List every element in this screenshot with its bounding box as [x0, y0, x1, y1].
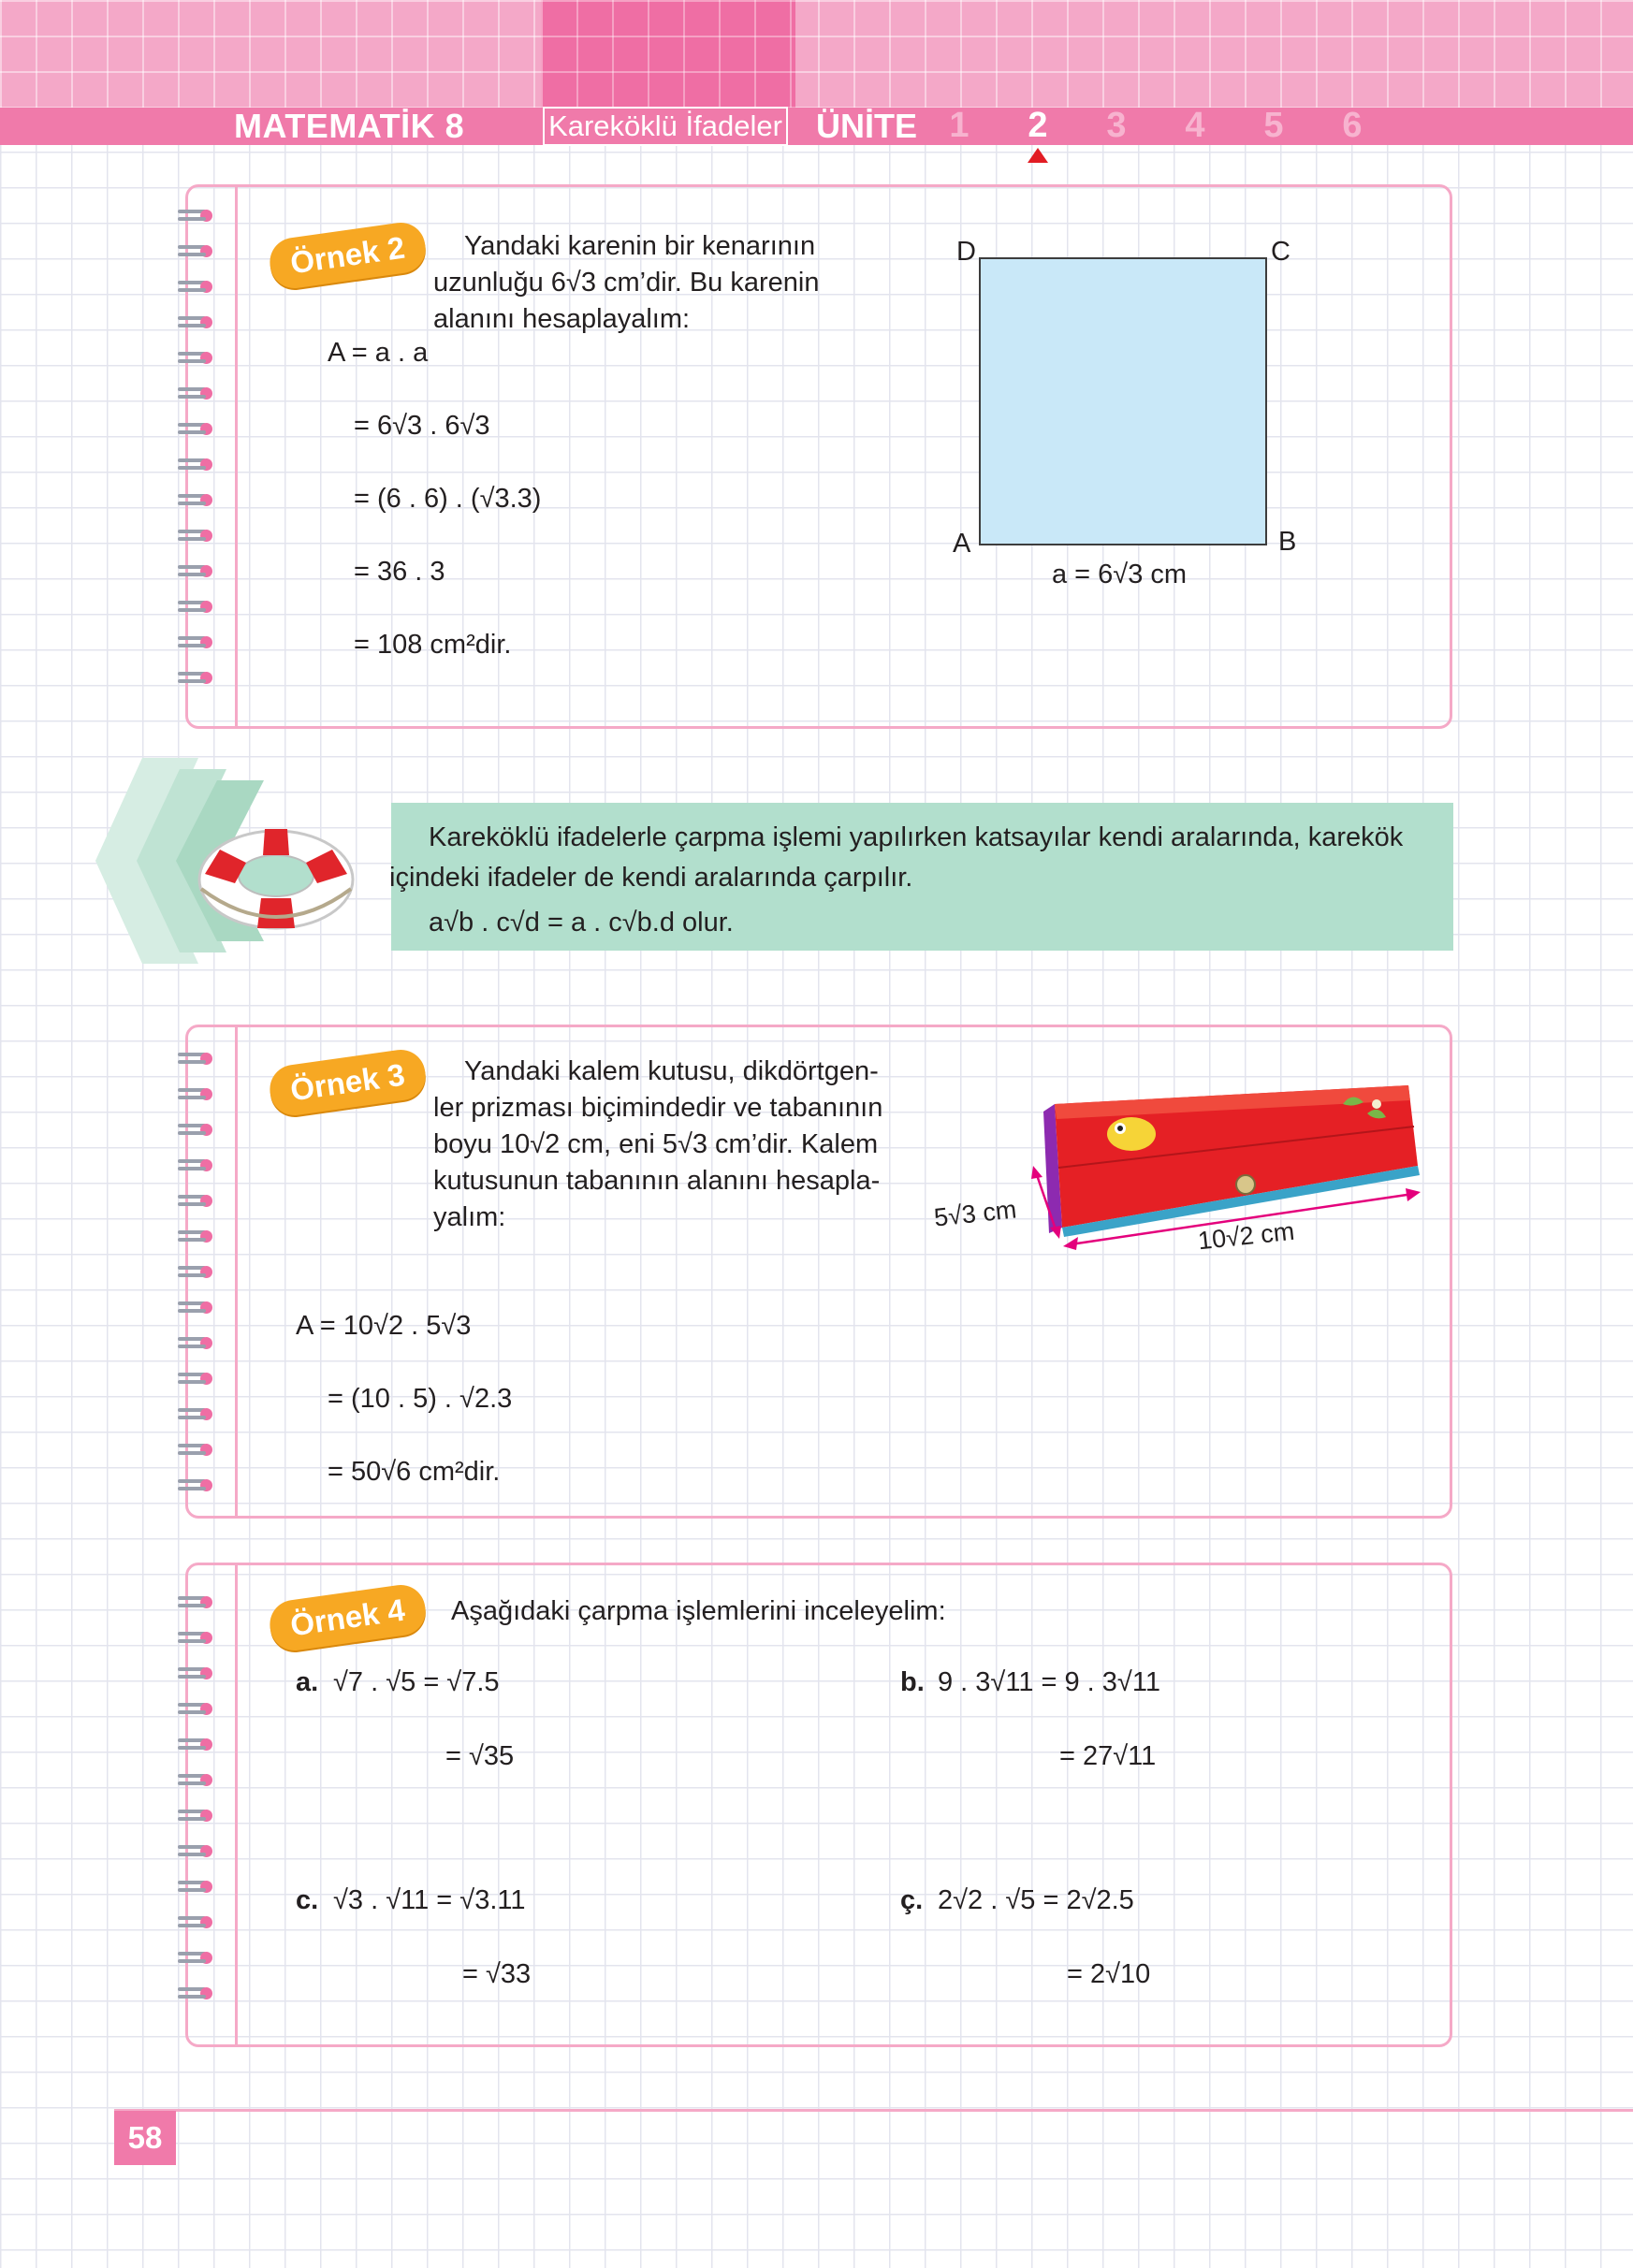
- item-c-line-1: √3 . √11 = √3.11: [333, 1885, 526, 1915]
- item-b-line-2: = 27√11: [1059, 1741, 1157, 1771]
- square-diagram: [979, 257, 1267, 545]
- box-width-label: 5√3 cm: [932, 1195, 1018, 1232]
- square-side-label: a = 6√3 cm: [1052, 560, 1188, 589]
- example-2-step-5: = 108 cm²dir.: [354, 630, 512, 660]
- spiral-binding: [178, 1041, 215, 1504]
- unit-number-1[interactable]: 1: [949, 106, 970, 145]
- example-4-intro: Aşağıdaki çarpma işlemlerini inceleyelim:: [451, 1596, 946, 1626]
- item-a-line-1: √7 . √5 = √7.5: [333, 1667, 500, 1697]
- example-3-step-1: A = 10√2 . 5√3: [296, 1311, 472, 1341]
- info-line-1: Kareköklü ifadelerle çarpma işlemi yapılırken katsayılar kendi aralarında, karekök: [429, 822, 1404, 852]
- vertex-b-label: B: [1278, 527, 1297, 557]
- item-c-line-2: = √33: [462, 1959, 532, 1989]
- unit-number-4[interactable]: 4: [1185, 106, 1205, 145]
- example-2-step-2: = 6√3 . 6√3: [354, 411, 490, 441]
- example-3-step-2: = (10 . 5) . √2.3: [328, 1384, 513, 1414]
- spiral-binding: [178, 1585, 215, 2012]
- card-margin-line: [235, 1027, 238, 1516]
- example-3-step-3: = 50√6 cm²dir.: [328, 1457, 501, 1487]
- example-3-text-line-4: kutusunun tabanının alanını hesapla-: [433, 1166, 881, 1196]
- example-3-badge: Örnek 3: [267, 1047, 429, 1119]
- example-2-text-line-1: Yandaki karenin bir kenarının: [464, 231, 816, 261]
- info-line-2: içindeki ifadeler de kendi aralarında çarpılır.: [389, 863, 913, 893]
- item-b-line-1: 9 . 3√11 = 9 . 3√11: [938, 1667, 1160, 1697]
- card-margin-line: [235, 1565, 238, 2044]
- item-b-label: b.: [900, 1667, 925, 1697]
- vertex-a-label: A: [953, 529, 971, 559]
- item-c-label: c.: [296, 1885, 319, 1915]
- example-3-text-line-5: yalım:: [433, 1202, 506, 1232]
- item-cedilla-label: ç.: [900, 1885, 924, 1915]
- page-number: 58: [114, 2111, 176, 2165]
- unit-number-3[interactable]: 3: [1106, 106, 1127, 145]
- example-2-step-4: = 36 . 3: [354, 557, 445, 587]
- item-a-line-2: = √35: [445, 1741, 515, 1771]
- unit-number-2[interactable]: 2: [1028, 106, 1048, 145]
- example-2-badge: Örnek 2: [267, 220, 429, 292]
- unit-label: ÜNİTE: [816, 107, 917, 145]
- unit-number-5[interactable]: 5: [1263, 106, 1284, 145]
- item-cedilla-line-2: = 2√10: [1067, 1959, 1151, 1989]
- unit-number-6[interactable]: 6: [1342, 106, 1363, 145]
- spiral-binding: [178, 198, 215, 696]
- example-4-badge: Örnek 4: [267, 1582, 429, 1654]
- vertex-d-label: D: [956, 237, 976, 267]
- example-3-text-line-1: Yandaki kalem kutusu, dikdörtgen-: [464, 1056, 879, 1086]
- example-2-text-line-3: alanını hesaplayalım:: [433, 304, 691, 334]
- active-unit-marker: [1028, 148, 1048, 163]
- vertex-c-label: C: [1271, 237, 1290, 267]
- card-margin-line: [235, 187, 238, 726]
- example-3-text-line-2: ler prizması biçimindedir ve tabanının: [433, 1093, 883, 1123]
- item-a-label: a.: [296, 1667, 319, 1697]
- footer-line: [114, 2109, 1633, 2112]
- example-3-text-line-3: boyu 10√2 cm, eni 5√3 cm’dir. Kalem: [433, 1129, 879, 1159]
- example-2-text-line-2: uzunluğu 6√3 cm’dir. Bu karenin: [433, 268, 820, 298]
- item-cedilla-line-1: 2√2 . √5 = 2√2.5: [938, 1885, 1134, 1915]
- box-length-label: 10√2 cm: [1196, 1216, 1296, 1256]
- chapter-title: Kareköklü İfadeler: [543, 107, 788, 146]
- example-2-step-3: = (6 . 6) . (√3.3): [354, 484, 542, 514]
- lifebuoy-icon: [192, 814, 360, 936]
- info-formula: a√b . c√d = a . c√b.d olur.: [429, 908, 734, 938]
- book-title: MATEMATİK 8: [234, 107, 465, 145]
- example-2-step-1: A = a . a: [328, 338, 429, 368]
